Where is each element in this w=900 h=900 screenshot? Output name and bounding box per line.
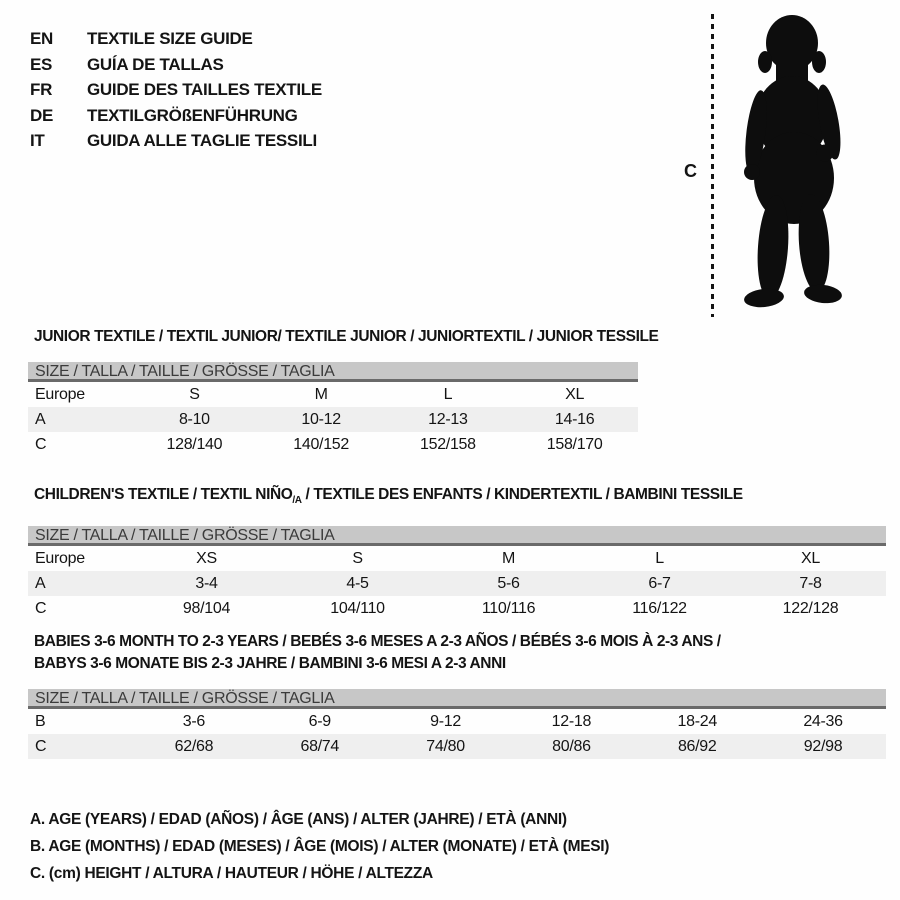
lang-row-en bbox=[30, 26, 322, 52]
table-cell: 92/98 bbox=[803, 737, 843, 755]
lang-code: ES bbox=[30, 54, 53, 74]
baby-silhouette-icon bbox=[726, 10, 858, 317]
table-cell: 104/110 bbox=[330, 599, 385, 617]
table-cell: 9-12 bbox=[430, 712, 461, 730]
section-junior bbox=[28, 326, 659, 457]
table-row bbox=[28, 546, 886, 571]
lang-title: GUIDE DES TAILLES TEXTILE bbox=[87, 80, 322, 99]
table-cell: 140/152 bbox=[293, 435, 349, 453]
lang-row-fr bbox=[30, 77, 322, 103]
table-cell: S bbox=[352, 549, 363, 567]
row-label: Europe bbox=[35, 549, 85, 567]
table-cell: 18-24 bbox=[677, 712, 717, 730]
legend-notes bbox=[30, 806, 609, 887]
lang-title: GUIDA ALLE TAGLIE TESSILI bbox=[87, 131, 317, 150]
table-cell: 8-10 bbox=[178, 410, 210, 428]
table-cell: 12-18 bbox=[551, 712, 592, 730]
lang-code: FR bbox=[30, 80, 53, 99]
row-label: A bbox=[35, 574, 46, 592]
height-label-c: C bbox=[684, 161, 697, 181]
table-cell: 116/122 bbox=[632, 599, 687, 617]
section-title-text: / TEXTILE DES ENFANTS / KINDERTEXTIL / BAMBINI TESSILE bbox=[301, 486, 743, 503]
table-row bbox=[28, 407, 638, 432]
table-cell: 12-13 bbox=[428, 410, 468, 428]
table-cell: 80/86 bbox=[552, 737, 591, 755]
children-size-table bbox=[28, 546, 886, 621]
lang-row-es bbox=[30, 52, 322, 78]
table-cell: 7-8 bbox=[799, 574, 822, 592]
table-row bbox=[28, 571, 886, 596]
section-title-line1: BABIES 3-6 MONTH TO 2-3 YEARS / BEBÉS 3-6 MESES A 2-3 AÑOS / BÉBÉS 3-6 MOIS À 2-3 ANS / bbox=[34, 633, 721, 650]
table-cell: 110/116 bbox=[481, 599, 536, 617]
row-label: C bbox=[35, 599, 47, 617]
lang-row-it bbox=[30, 128, 322, 154]
language-list bbox=[30, 26, 322, 154]
table-row bbox=[28, 432, 638, 457]
section-title: JUNIOR TEXTILE / TEXTIL JUNIOR/ TEXTILE JUNIOR / JUNIORTEXTIL / JUNIOR TESSILE bbox=[34, 328, 659, 345]
section-title-text: CHILDREN'S TEXTILE / TEXTIL NIÑO bbox=[34, 486, 293, 503]
table-row bbox=[28, 709, 886, 734]
section-title bbox=[34, 631, 886, 675]
table-cell: M bbox=[314, 385, 328, 403]
junior-size-table bbox=[28, 382, 638, 457]
section-title-subscript: /A bbox=[292, 495, 302, 507]
table-cell: M bbox=[501, 549, 516, 567]
table-cell: 98/104 bbox=[182, 599, 231, 617]
row-label: B bbox=[35, 712, 46, 730]
table-row bbox=[28, 734, 886, 759]
table-cell: 68/74 bbox=[300, 737, 340, 755]
table-cell: L bbox=[443, 385, 453, 403]
table-cell: 152/158 bbox=[420, 435, 476, 453]
size-header-bar: SIZE / TALLA / TAILLE / GRÖSSE / TAGLIA bbox=[28, 526, 886, 546]
size-header-bar: SIZE / TALLA / TAILLE / GRÖSSE / TAGLIA bbox=[28, 362, 638, 382]
section-children bbox=[28, 484, 886, 621]
table-cell: XL bbox=[801, 549, 820, 567]
row-label: Europe bbox=[35, 385, 85, 403]
table-cell: L bbox=[655, 549, 664, 567]
table-cell: S bbox=[189, 385, 200, 403]
lang-code: DE bbox=[30, 105, 54, 125]
table-cell: 3-6 bbox=[182, 712, 206, 730]
lang-title: TEXTILGRÖßENFÜHRUNG bbox=[87, 105, 298, 125]
table-cell: 5-6 bbox=[497, 574, 520, 592]
lang-title: GUÍA DE TALLAS bbox=[87, 54, 224, 74]
table-cell: 6-9 bbox=[308, 712, 331, 730]
table-cell: 14-16 bbox=[554, 410, 595, 428]
lang-code: EN bbox=[30, 29, 54, 48]
row-label: A bbox=[35, 410, 46, 428]
section-babies bbox=[28, 631, 886, 759]
table-cell: XL bbox=[565, 385, 585, 403]
table-cell: 3-4 bbox=[195, 574, 218, 592]
lang-code: IT bbox=[30, 131, 45, 150]
table-cell: 24-36 bbox=[803, 712, 843, 730]
legend-note-c: C. (cm) HEIGHT / ALTURA / HAUTEUR / HÖHE / ALTEZZA bbox=[30, 865, 433, 882]
table-cell: 122/128 bbox=[782, 599, 839, 617]
size-header-bar: SIZE / TALLA / TAILLE / GRÖSSE / TAGLIA bbox=[28, 689, 886, 709]
table-cell: 86/92 bbox=[677, 737, 717, 755]
table-cell: 158/170 bbox=[546, 435, 603, 453]
table-cell: 10-12 bbox=[301, 410, 341, 428]
legend-note-b: B. AGE (MONTHS) / EDAD (MESES) / ÂGE (MOIS) / ALTER (MONATE) / ETÀ (MESI) bbox=[30, 838, 610, 855]
lang-row-de bbox=[30, 103, 322, 129]
table-cell: 4-5 bbox=[346, 574, 369, 592]
section-title-line2: BABYS 3-6 MONATE BIS 2-3 JAHRE / BAMBINI 3-6 MESI A 2-3 ANNI bbox=[34, 655, 506, 672]
height-dotted-line bbox=[711, 14, 714, 317]
table-row bbox=[28, 596, 886, 621]
table-cell: XS bbox=[196, 549, 217, 567]
legend-note-a: A. AGE (YEARS) / EDAD (AÑOS) / ÂGE (ANS) / ALTER (JAHRE) / ETÀ (ANNI) bbox=[30, 811, 567, 828]
table-cell: 62/68 bbox=[174, 737, 214, 755]
section-title bbox=[34, 484, 886, 512]
table-row bbox=[28, 382, 638, 407]
table-cell: 128/140 bbox=[166, 435, 223, 453]
babies-size-table bbox=[28, 709, 886, 759]
table-cell: 74/80 bbox=[426, 737, 465, 755]
row-label: C bbox=[35, 435, 47, 453]
table-cell: 6-7 bbox=[648, 574, 671, 592]
lang-title: TEXTILE SIZE GUIDE bbox=[87, 29, 253, 48]
row-label: C bbox=[35, 737, 47, 755]
